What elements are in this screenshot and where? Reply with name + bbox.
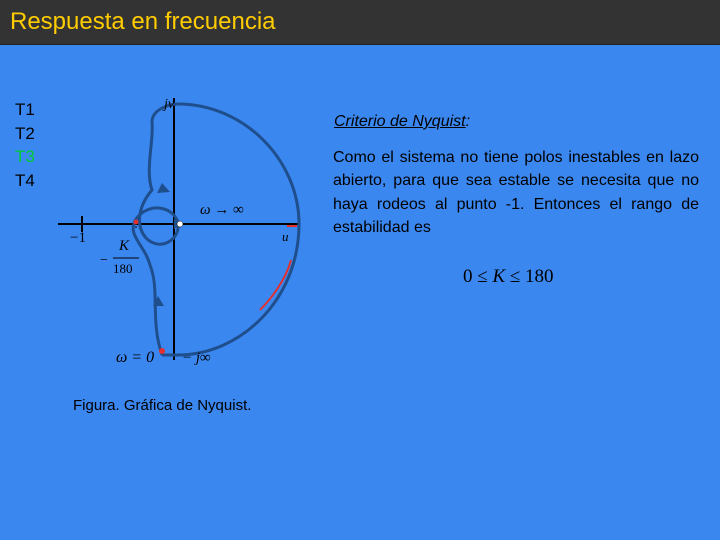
section-heading <box>334 113 470 131</box>
heading-colon: : <box>465 113 471 130</box>
formula-variable: K <box>492 266 506 287</box>
origin-point <box>177 221 183 227</box>
formula-left: 0 ≤ <box>463 266 493 287</box>
k-crossing-point <box>134 220 139 225</box>
figure-caption: Figura. Gráfica de Nyquist. <box>73 397 252 414</box>
minus-j-infinity-label: − j∞ <box>182 350 211 366</box>
omega-infinity-label: ω → ∞ <box>200 202 244 218</box>
curve-arrow-icon <box>157 183 170 193</box>
imag-axis-label: jv <box>164 97 175 112</box>
nav-item-t2[interactable]: T2 <box>15 123 35 143</box>
stability-range-formula <box>463 266 554 288</box>
heading-text: Criterio de Nyquist <box>334 113 466 130</box>
formula-right: ≤ 180 <box>505 266 554 287</box>
u-label: u <box>282 229 289 244</box>
nyquist-curve <box>133 104 299 355</box>
nav-item-t3[interactable]: T3 <box>15 147 35 166</box>
k-minus-sign: − <box>100 253 108 268</box>
omega-zero-label: ω = 0 <box>116 349 155 366</box>
omega-zero-point <box>159 348 165 354</box>
k-numerator: K <box>119 238 130 254</box>
nav-item-t1[interactable]: T1 <box>15 100 35 119</box>
minus-one-label: −1 <box>70 230 86 246</box>
page-title: Respuesta en frecuencia <box>10 8 276 35</box>
explanation-paragraph: Como el sistema no tiene polos inestables en lazo abierto, para que sea estable se necesita que no haya rodeos al punto -1. Entonces el rango de estabilidad es <box>333 149 699 237</box>
nav-item-t4[interactable]: T4 <box>15 170 35 190</box>
k-denominator: 180 <box>113 261 133 276</box>
